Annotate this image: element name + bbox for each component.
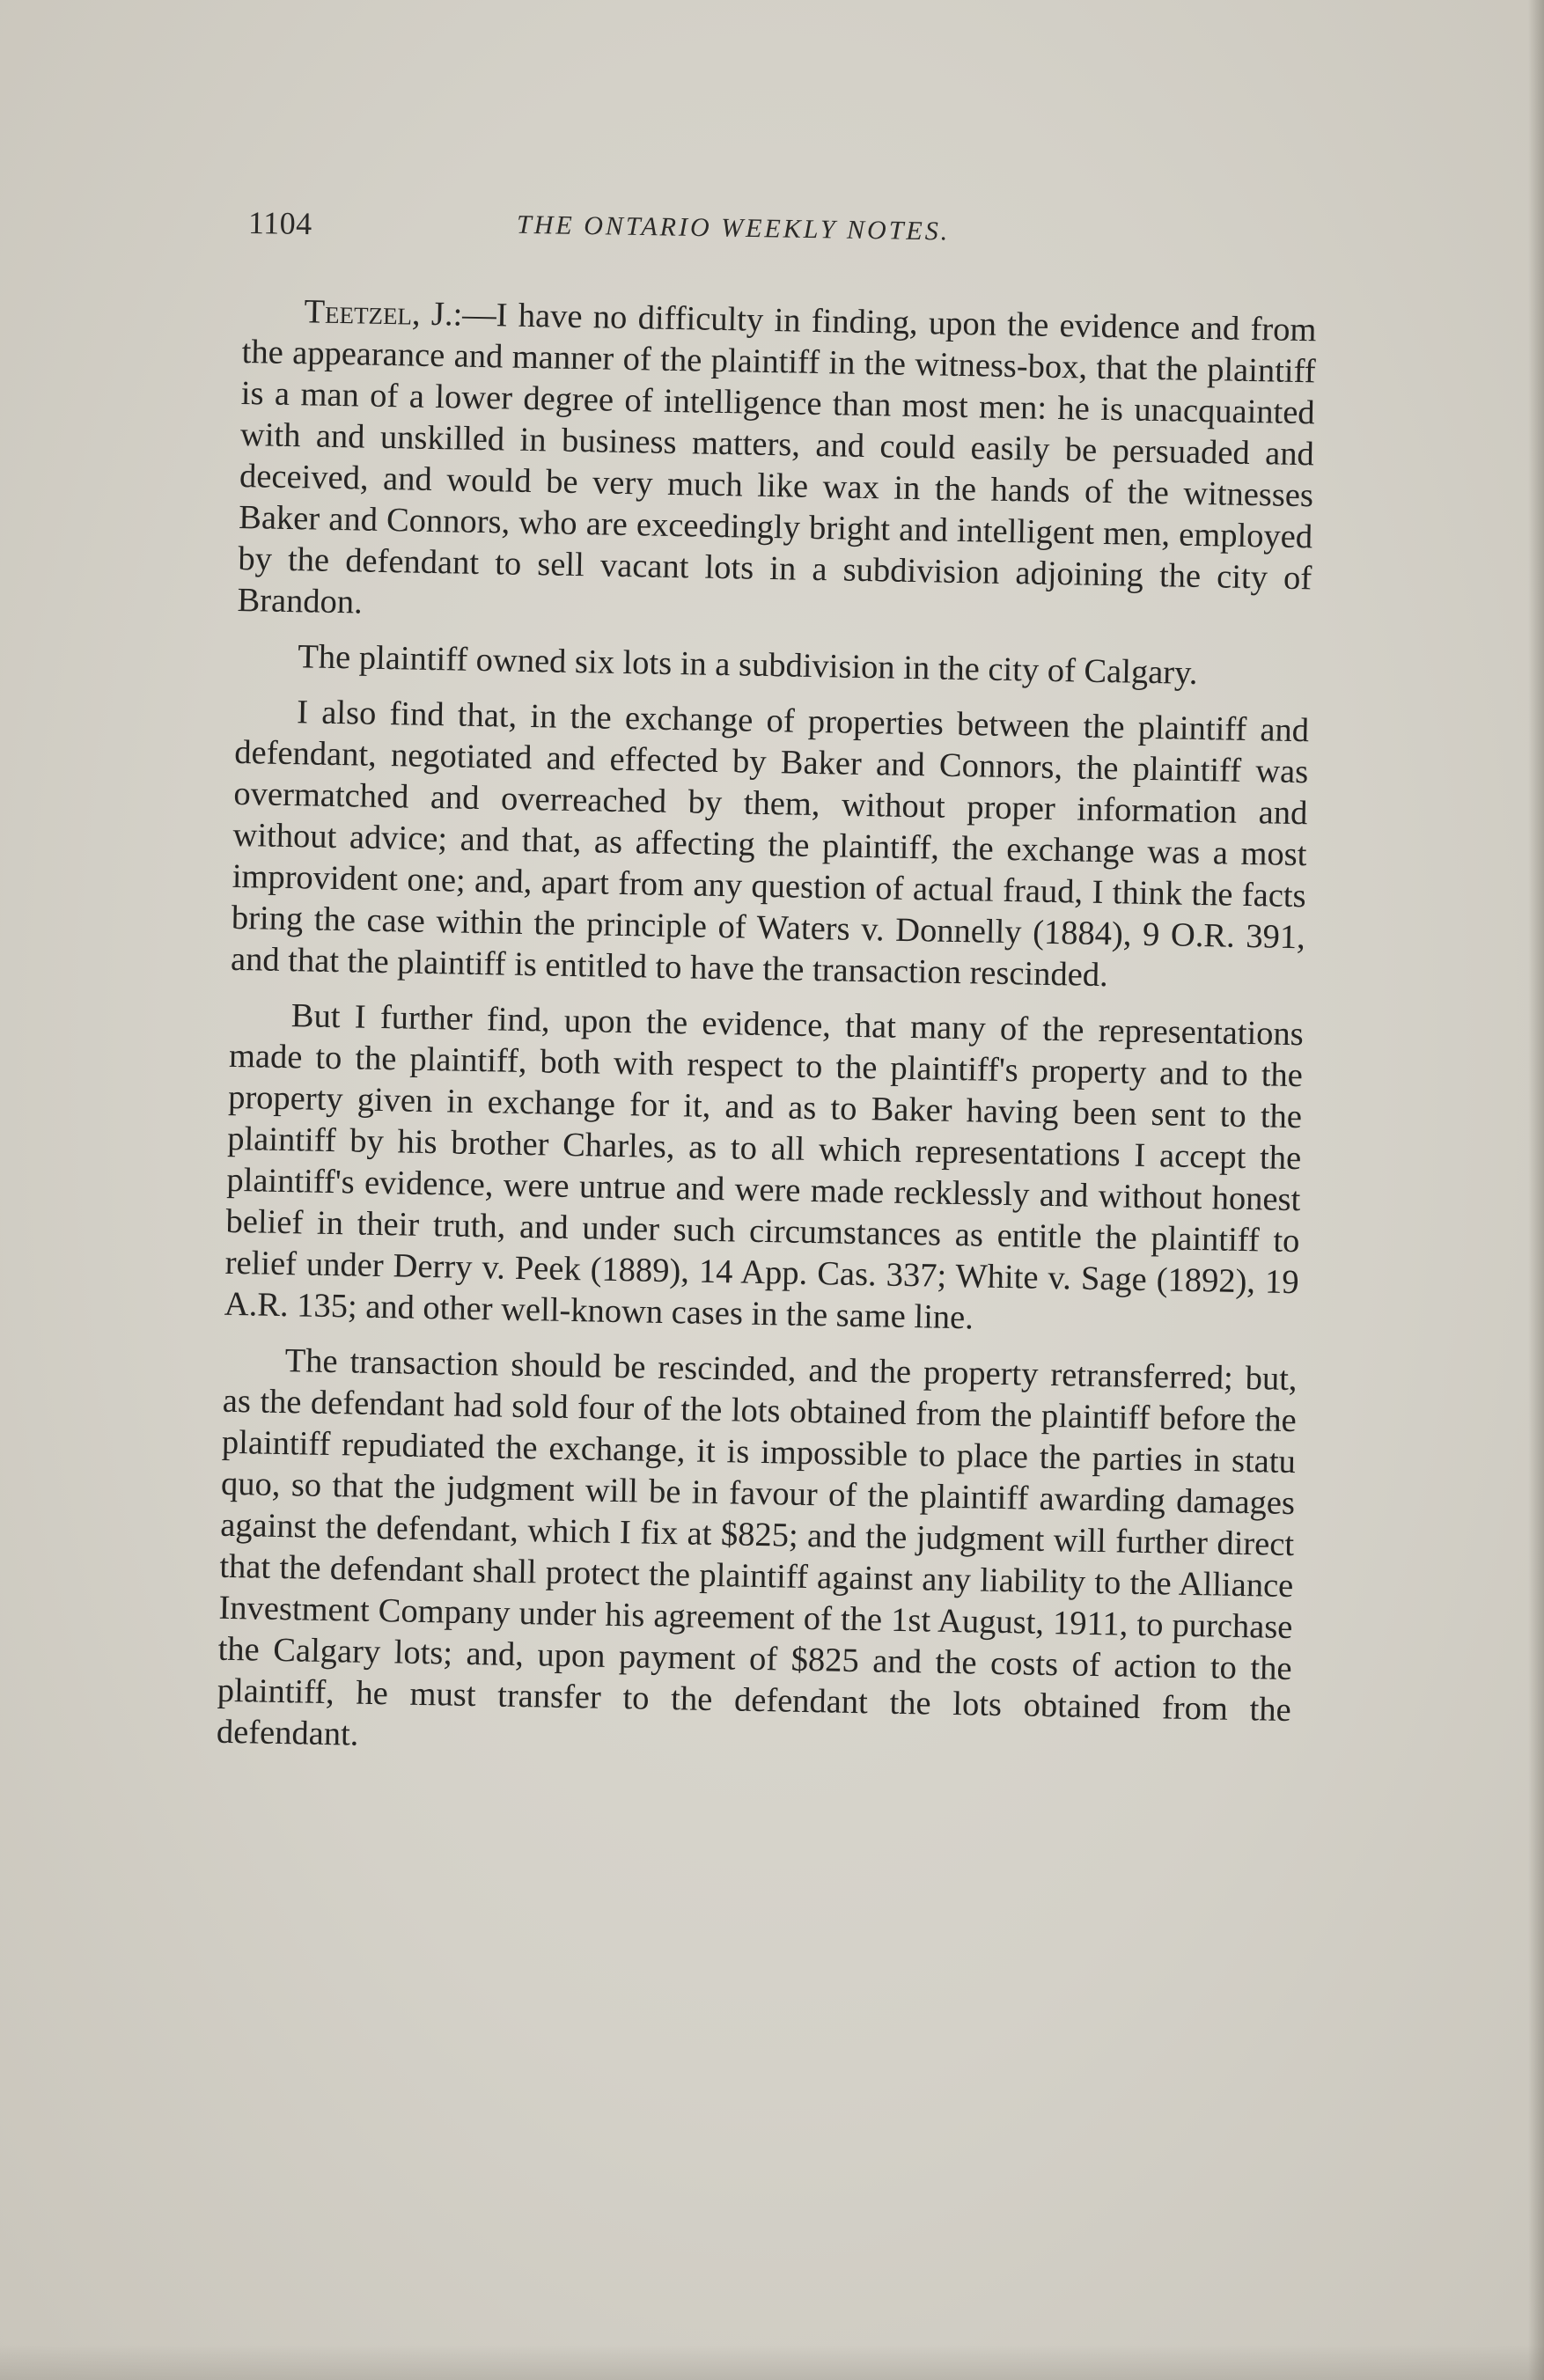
judgment-text xyxy=(216,290,1317,1787)
paragraph-5: The transaction should be rescinded, and the property retransferred; but, as the defendant had sold four of the lots obtained from the plaintiff before the plaintiff repudiated the exchange, it is impossible to place the parties in statu quo, so that the judgment will be in favour of the plaintiff awarding damages against the defendant, which I fix at $825; and the judgment will further direct that the defendant shall protect the plaintiff against any liability to the Alliance Investment Company under his agreement of the 1st August, 1911, to purchase the Calgary lots; and, upon payment of $825 and the costs of action to the plaintiff, he must transfer to the defendant the lots obtained from the defendant. xyxy=(216,1342,1298,1753)
paragraph-1 xyxy=(237,290,1317,641)
running-title: THE ONTARIO WEEKLY NOTES. xyxy=(516,209,951,246)
paragraph-3: I also find that, in the exchange of properties between the plaintiff and defendant, negotiated and effected by Baker and Connors, the plaintiff was overmatched and overreached by them, without proper information and without advice; and that, as affecting the plaintiff, the exchange was a most improvident one; and, apart from any question of actual fraud, I think the facts bring the case within the principle of Waters v. Donnelly (1884), 9 O.R. 391, and that the plaintiff is entitled to have the transaction rescinded. xyxy=(230,694,1310,995)
paragraph-2: The plaintiff owned six lots in a subdivision in the city of Calgary. xyxy=(297,638,1198,692)
page-bottom-shadow xyxy=(0,2345,1544,2380)
paragraph-1-text: :—I have no difficulty in finding, upon the evidence and from the appearance and manner of the plaintiff in the witness-box, that the plaintiff is a man of a lower degree of intelligence than most men: he is unacquainted with and unskilled in business matters, and could easily be persuaded and deceived, and would be very much like wax in the hands of the witnesses Baker and Connors, who are exceedingly bright and intelligent men, employed by the defendant to sell vacant lots in a subdivision adjoining the city of Brandon. xyxy=(237,296,1317,621)
judge-name: Teetzel, J. xyxy=(304,293,453,334)
page-edge-shadow xyxy=(1528,0,1544,2380)
page-number: 1104 xyxy=(247,205,313,242)
paragraph-4: But I further find, upon the evidence, that many of the representations made to the plaintiff, both with respect to the plaintiff's property and to the property given in exchange for it, and as to Baker having been sent to the plaintiff by his brother Charles, as to all which representations I accept the plaintiff's evidence, were untrue and were made recklessly and without honest belief in their truth, and under such circumstances as entitle the plaintiff to relief under Derry v. Peek (1889), 14 App. Cas. 337; White v. Sage (1892), 19 A.R. 135; and other well-known cases in the same line. xyxy=(224,997,1305,1337)
page-header xyxy=(248,204,1314,265)
